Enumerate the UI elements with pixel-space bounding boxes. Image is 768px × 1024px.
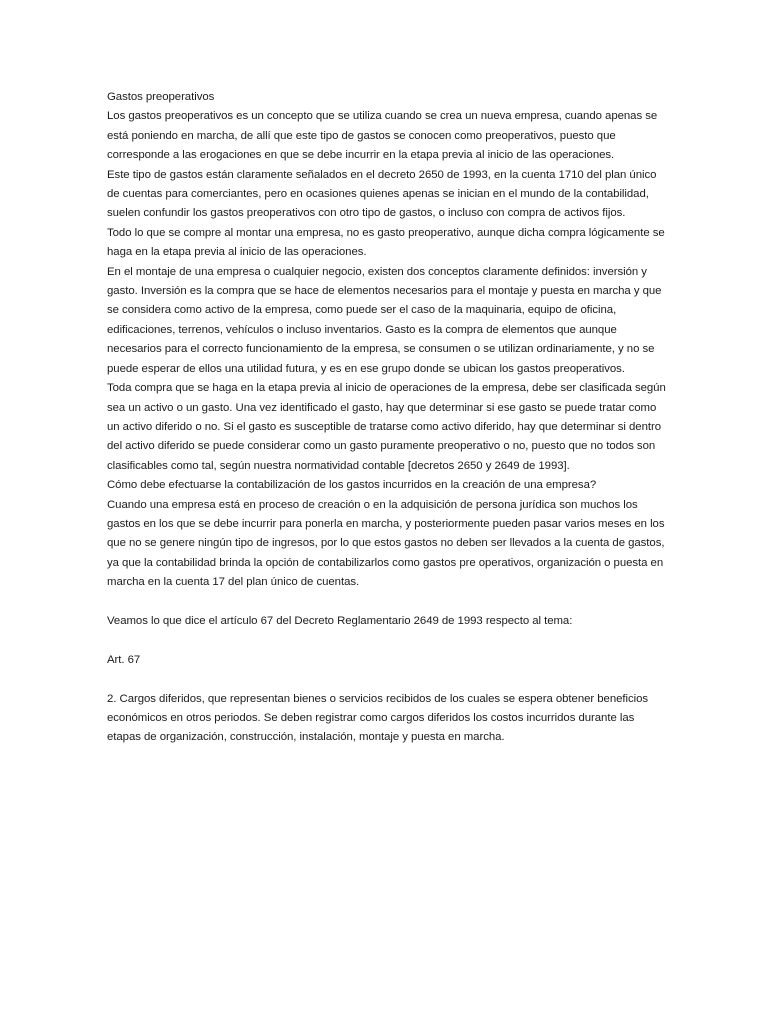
paragraph-accounting: Cuando una empresa está en proceso de creación o en la adquisición de persona jurídica son muchos los gastos en los que se debe incurrir para ponerla en marcha, y posteriormente pueden pasar varios meses en los que no se genere ningún tipo de ingresos, por lo que estos gastos no deben ser llevados a la cuenta de gastos, ya que la contabilidad brinda la opción de contabilizarlos como gastos pre operativos, organización o puesta en marcha en la cuenta 17 del plan único de cuentas.: [107, 498, 665, 589]
paragraph-question: Cómo debe efectuarse la contabilización de los gastos incurridos en la creación de una empresa?: [107, 479, 597, 492]
paragraph-purchases: Todo lo que se compre al montar una empresa, no es gasto preoperativo, aunque dicha compra lógicamente se haga en la etapa previa al inicio de las operaciones.: [107, 226, 665, 259]
document-body: [107, 88, 667, 748]
paragraph-classification: Toda compra que se haga en la etapa previa al inicio de operaciones de la empresa, debe ser clasificada según sea un activo o un gasto. Una vez identificado el gasto, hay que determinar si ese gasto se puede tratar como un activo diferido o no. Si el gasto es susceptible de tratarse como activo diferido, hay que determinar si dentro del activo diferido se puede considerar como un gasto puramente preoperativo o no, puesto que no todos son clasificables como tal, según nuestra normatividad contable [decretos 2650 y 2649 de 1993].: [107, 382, 666, 472]
paragraph-decree: Este tipo de gastos están claramente señalados en el decreto 2650 de 1993, en la cuenta 1710 del plan único de cuentas para comerciantes, pero en ocasiones quienes apenas se inician en el mundo de la contabilidad, suelen confundir los gastos preoperativos con otro tipo de gastos, o incluso con compra de activos fijos.: [107, 168, 657, 220]
document-title: Gastos preoperativos: [107, 91, 215, 103]
paragraph-article-intro: Veamos lo que dice el artículo 67 del Decreto Reglamentario 2649 de 1993 respecto al tema:: [107, 614, 573, 627]
spacer: [107, 593, 667, 612]
article-text: 2. Cargos diferidos, que representan bienes o servicios recibidos de los cuales se espera obtener beneficios económicos en otros periodos. Se deben registrar como cargos diferidos los costos incurridos durante las etapas de organización, construcción, instalación, montaje y puesta en marcha.: [107, 692, 649, 744]
paragraph-investment-vs-expense: En el montaje de una empresa o cualquier negocio, existen dos conceptos claramente definidos: inversión y gasto. Inversión es la compra que se hace de elementos necesarios para el montaje y puesta en marcha y que se considera como activo de la empresa, como puede ser el caso de la maquinaria, equipo de oficina, edificaciones, terrenos, vehículos o incluso inventarios. Gasto es la compra de elementos que aunque necesarios para el correcto funcionamiento de la empresa, se consumen o se utilizan ordinariamente, y no se puede esperar de ellos una utilidad futura, y es en ese grupo donde se ubican los gastos preoperativos.: [107, 265, 662, 375]
spacer: [107, 631, 667, 650]
paragraph-definition: Los gastos preoperativos es un concepto que se utiliza cuando se crea un nueva empresa, cuando apenas se está poniendo en marcha, de allí que este tipo de gastos se conocen como preoperativos, puesto que corresponde a las erogaciones en que se debe incurrir en la etapa previa al inicio de las operaciones.: [107, 110, 658, 162]
article-heading: Art. 67: [107, 653, 141, 666]
spacer: [107, 670, 667, 689]
